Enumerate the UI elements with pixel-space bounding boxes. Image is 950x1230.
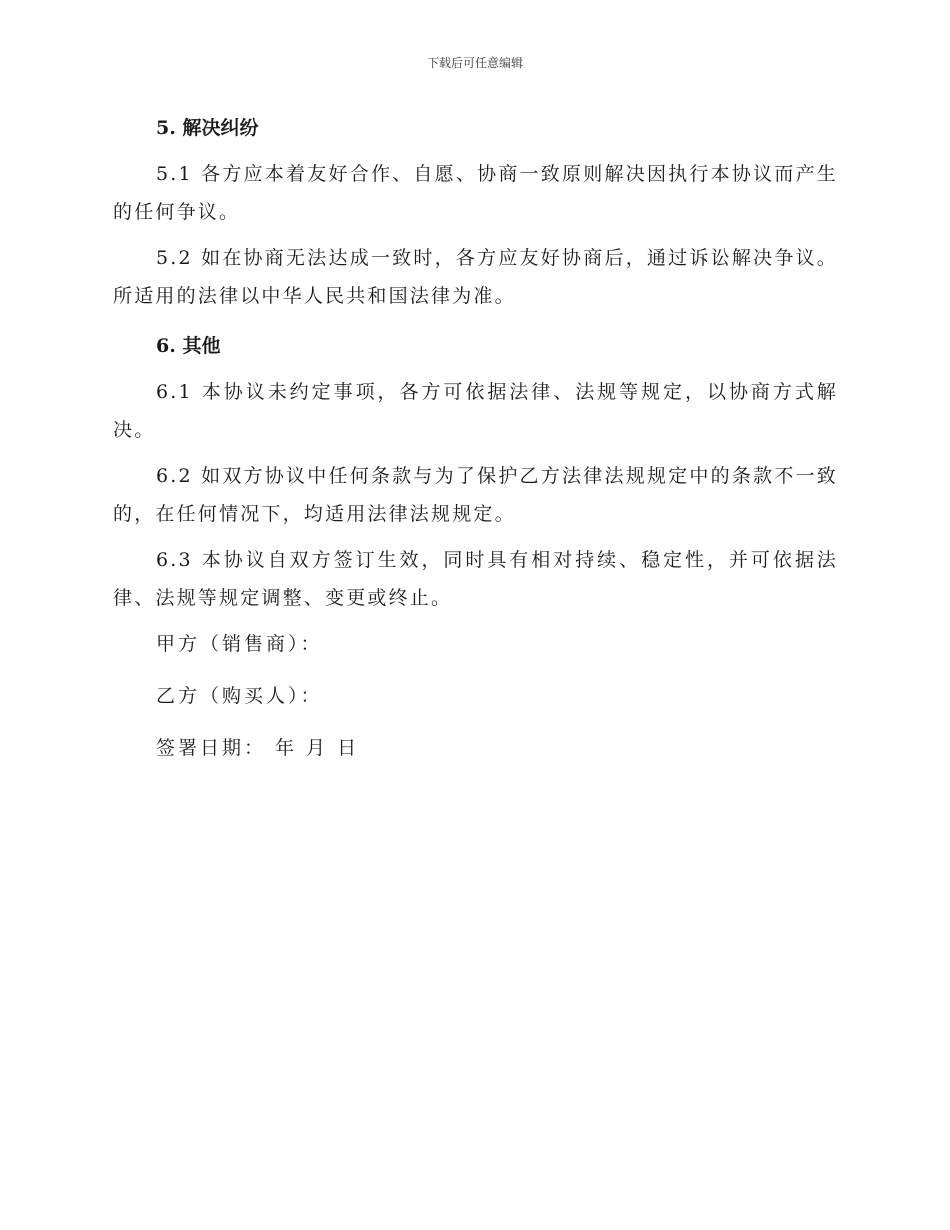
clause-6-2: 6.2 如双方协议中任何条款与为了保护乙方法律法规规定中的条款不一致的，在任何情况下，均适用法律法规规定。 — [113, 465, 838, 525]
document-body — [113, 108, 838, 781]
clause-6-1: 6.1 本协议未约定事项，各方可依据法律、法规等规定，以协商方式解决。 — [113, 381, 838, 441]
signature-date: 签署日期： 年 月 日 — [156, 737, 360, 759]
clause-5-1: 5.1 各方应本着友好合作、自愿、协商一致原则解决因执行本协议而产生的任何争议。 — [113, 163, 838, 223]
clause-6-3: 6.3 本协议自双方签订生效，同时具有相对持续、稳定性，并可依据法律、法规等规定调整、变更或终止。 — [113, 549, 838, 609]
page-header: 下载后可任意编辑 — [426, 56, 523, 70]
section-heading-6: 6. 其他 — [156, 335, 221, 357]
section-heading-5: 5. 解决纠纷 — [156, 117, 259, 139]
clause-5-2: 5.2 如在协商无法达成一致时，各方应友好协商后，通过诉讼解决争议。所适用的法律以中华人民共和国法律为准。 — [113, 247, 838, 307]
signature-party-a: 甲方（销售商）： — [156, 633, 323, 655]
signature-party-b: 乙方（购买人）： — [156, 685, 323, 707]
